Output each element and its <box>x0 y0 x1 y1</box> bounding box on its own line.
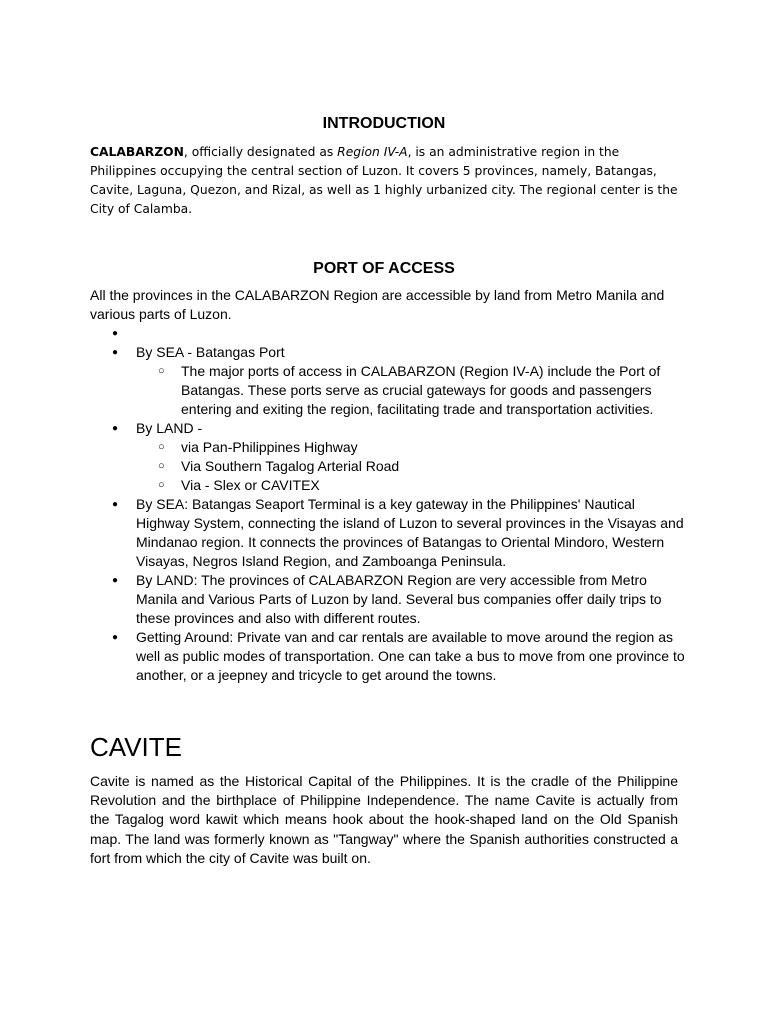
intro-text-b: , is an administrative region in the Philippines occupying the central section of Luzon. It covers 5 provinces, namely, Batangas, Cavite, Laguna, Quezon, and Rizal, as well as 1 highly urbanized city. The regional center is the City of Calamba. <box>90 145 678 216</box>
sub-list-item: ○ The major ports of access in CALABARZON (Region IV-A) include the Port of Batangas. These ports serve as crucial gateways for goods and passengers entering and exiting the region, facilitating trade and transportation activities. <box>136 362 690 419</box>
sub-list <box>136 362 690 419</box>
list-item-land-routes <box>90 419 690 495</box>
sub-list-item: ○ Via - Slex or CAVITEX <box>136 476 690 495</box>
port-of-access-list <box>90 324 690 685</box>
list-item-text: By SEA - Batangas Port <box>136 344 285 360</box>
cavite-paragraph: Cavite is named as the Historical Capital of the Philippines. It is the cradle of the Philippine Revolution and the birthplace of Philippine Independence. The name Cavite is actually from the Tagalog word kawit which means hook about the hook-shaped land on the Old Spanish map. The land was formerly known as "Tangway" where the Spanish authorities constructed a fort from which the city of Cavite was built on. <box>90 773 678 866</box>
list-item-sea-seaport-terminal: ● By SEA: Batangas Seaport Terminal is a key gateway in the Philippines' Nautical Highway System, connecting the island of Luzon to several provinces in the Visayas and Mindanao region. It connects the provinces of Batangas to Oriental Mindoro, Western Visayas, Negros Island Region, and Zamboanga Peninsula. <box>90 495 690 571</box>
sub-list-item: ○ Via Southern Tagalog Arterial Road <box>136 457 690 476</box>
list-item-getting-around: ● Getting Around: Private van and car rentals are available to move around the region as well as public modes of transportation. One can take a bus to move from one province to another, or a jeepney and tricycle to get around the towns. <box>90 628 690 685</box>
sub-list-item: ○ via Pan-Philippines Highway <box>136 438 690 457</box>
cavite-heading: CAVITE <box>90 732 182 762</box>
port-of-access-intro: All the provinces in the CALABARZON Region are accessible by land from Metro Manila and various parts of Luzon. <box>90 287 665 322</box>
list-item-empty <box>90 324 690 343</box>
list-item-text: By LAND - <box>136 420 203 436</box>
list-item-sea-batangas-port <box>90 343 690 419</box>
introduction-paragraph <box>90 143 680 219</box>
calabarzon-term: CALABARZON <box>90 145 184 159</box>
region-designation: Region IV-A <box>337 145 408 159</box>
intro-text-a: , officially designated as <box>183 145 338 159</box>
list-item-land-provinces: ● By LAND: The provinces of CALABARZON Region are very accessible from Metro Manila and Various Parts of Luzon by land. Several bus companies offer daily trips to these provinces and also with different routes. <box>90 571 690 628</box>
sub-list <box>136 438 690 495</box>
port-of-access-heading: PORT OF ACCESS <box>313 260 455 277</box>
introduction-heading: INTRODUCTION <box>322 115 446 132</box>
